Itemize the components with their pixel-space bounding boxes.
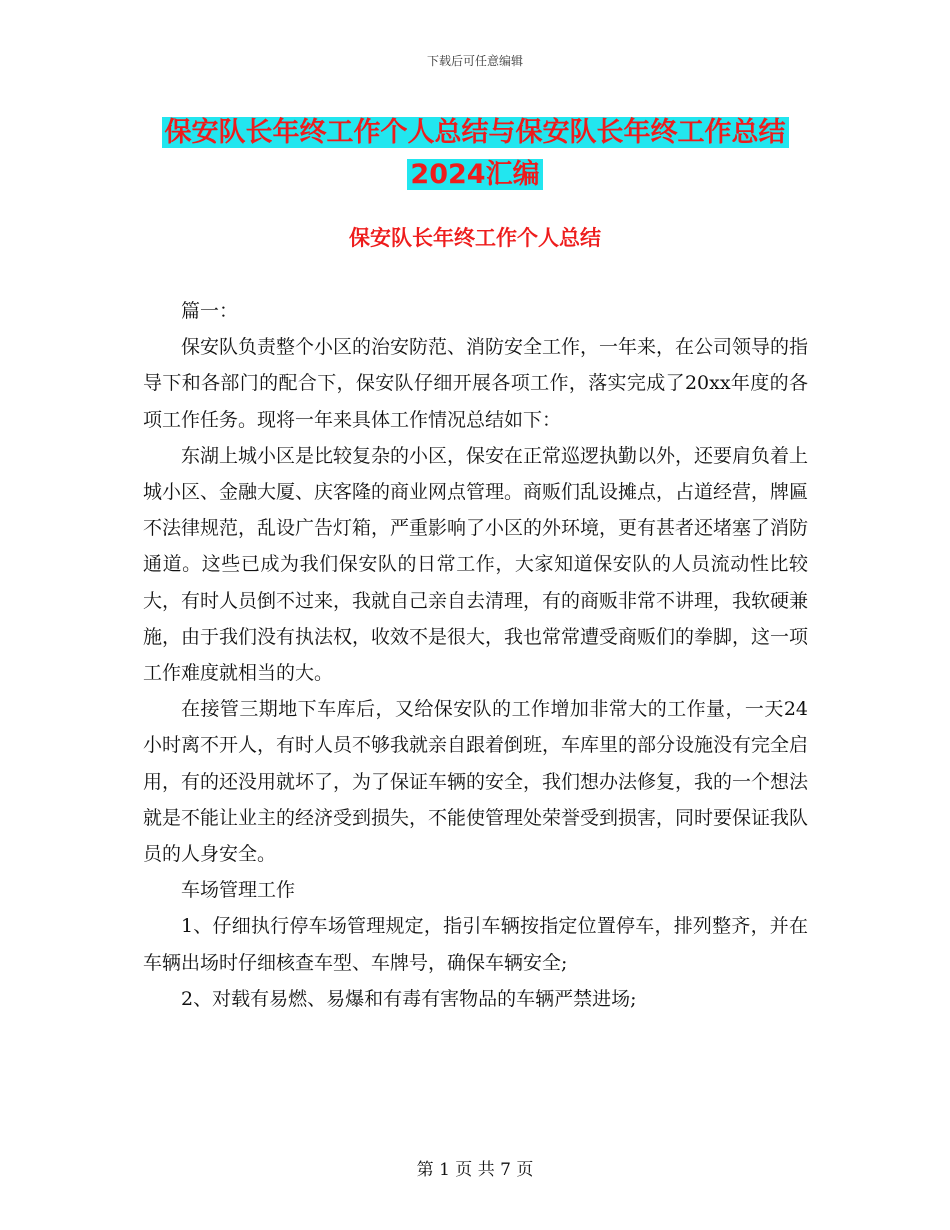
page-footer: 第 1 页 共 7 页	[416, 1160, 534, 1180]
paragraph: 1、仔细执行停车场管理规定，指引车辆按指定位置停车，排列整齐，并在车辆出场时仔细核查车型、车牌号，确保车辆安全;	[143, 915, 808, 974]
paragraph: 东湖上城小区是比较复杂的小区，保安在正常巡逻执勤以外，还要肩负着上城小区、金融大厦、庆客隆的商业网点管理。商贩们乱设摊点，占道经营，牌匾不法律规范，乱设广告灯箱，严重影响了小区的外环境，更有甚者还堵塞了消防通道。这些已成为我们保安队的日常工作，大家知道保安队的人员流动性比较大，有时人员倒不过来，我就自己亲自去清理，有的商贩非常不讲理，我软硬兼施，由于我们没有执法权，收效不是很大，我也常常遭受商贩们的拳脚，这一项工作难度就相当的大。	[143, 444, 809, 685]
section-title: 保安队长年终工作个人总结	[349, 226, 601, 250]
header-note: 下载后可任意编辑	[426, 54, 523, 68]
title-line-1: 保安队长年终工作个人总结与保安队长年终工作总结	[162, 117, 789, 148]
title-line-2: 2024汇编	[407, 159, 542, 190]
paragraph: 篇一：	[181, 300, 239, 322]
paragraph: 保安队负责整个小区的治安防范、消防安全工作，一年来，在公司领导的指导下和各部门的配合下，保安队仔细开展各项工作，落实完成了20xx年度的各项工作任务。现将一年来具体工作情况总结如下：	[143, 336, 809, 431]
document-body	[143, 293, 808, 1017]
paragraph: 2、对载有易燃、易爆和有毒有害物品的车辆严禁进场;	[181, 987, 637, 1010]
paragraph: 在接管三期地下车库后，又给保安队的工作增加非常大的工作量，一天24小时离不开人，有时人员不够我就亲自跟着倒班，车库里的部分设施没有完全启用，有的还没用就坏了，为了保证车辆的安全，我们想办法修复，我的一个想法就是不能让业主的经济受到损失，不能使管理处荣誉受到损害，同时要保证我队员的人身安全。	[143, 698, 809, 866]
document-title	[0, 112, 950, 196]
paragraph: 车场管理工作	[181, 879, 296, 902]
